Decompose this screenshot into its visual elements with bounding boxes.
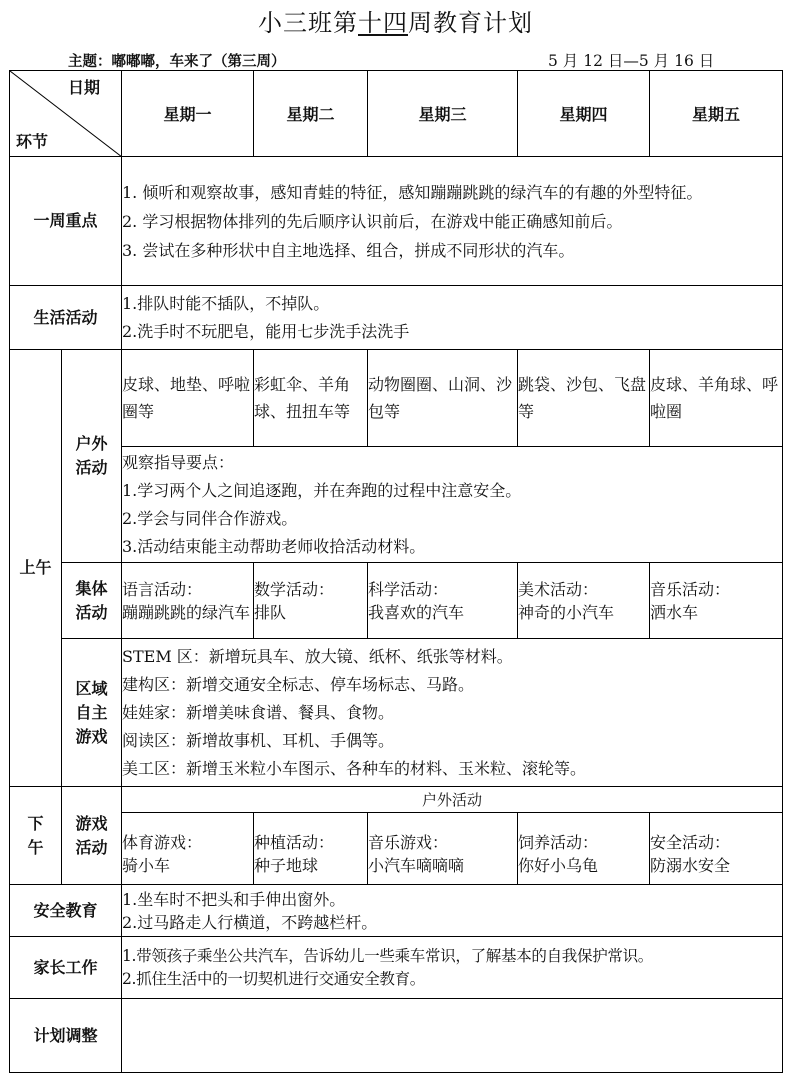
parent-work-content <box>122 937 783 999</box>
afternoon-label: 下 午 <box>10 787 62 885</box>
parent-line: 2.抓住生活中的一切契机进行交通安全教育。 <box>122 970 425 988</box>
group-activity-fri: 音乐活动： 洒水车 <box>650 563 783 639</box>
title-week-number: 十四 <box>358 9 408 37</box>
group-activity-tue: 数学活动： 排队 <box>254 563 368 639</box>
plan-adjust-label: 计划调整 <box>10 999 122 1073</box>
day-header-fri: 星期五 <box>650 71 783 157</box>
outdoor-materials-fri: 皮球、羊角球、呼啦圈 <box>650 350 783 447</box>
life-activity-line: 2.洗手时不玩肥皂，能用七步洗手法洗手 <box>122 321 410 341</box>
theme-subtitle: 主题：嘟嘟嘟，车来了（第三周） <box>68 53 286 70</box>
day-header-wed: 星期三 <box>368 71 518 157</box>
afternoon-activity-wed: 音乐游戏： 小汽车嘀嘀嘀 <box>368 813 518 885</box>
area-play-label: 区域 自主 游戏 <box>62 639 122 787</box>
outdoor-materials-wed: 动物圈圈、山洞、沙包等 <box>368 350 518 447</box>
area-line: 娃娃家：新增美味食谱、餐具、食物。 <box>122 702 395 722</box>
day-header-mon: 星期一 <box>122 71 254 157</box>
outdoor-materials-tue: 彩虹伞、羊角球、扭扭车等 <box>254 350 368 447</box>
area-line: STEM 区：新增玩具车、放大镜、纸杯、纸张等材料。 <box>122 646 513 666</box>
area-line: 阅读区：新增故事机、耳机、手偶等。 <box>122 730 395 750</box>
safety-line: 2.过马路走人行横道，不跨越栏杆。 <box>122 912 378 932</box>
outdoor-materials-thu: 跳袋、沙包、飞盘等 <box>518 350 650 447</box>
safety-education-content <box>122 885 783 937</box>
group-activity-wed: 科学活动： 我喜欢的汽车 <box>368 563 518 639</box>
weekly-focus-label: 一周重点 <box>10 157 122 286</box>
weekly-focus-line: 1. 倾听和观察故事，感知青蛙的特征，感知蹦蹦跳跳的绿汽车的有趣的外型特征。 <box>122 182 703 202</box>
area-line: 建构区：新增交通安全标志、停车场标志、马路。 <box>122 674 475 694</box>
outdoor-materials-mon: 皮球、地垫、呼啦圈等 <box>122 350 254 447</box>
weekly-focus-line: 2. 学习根据物体排列的先后顺序认识前后，在游戏中能正确感知前后。 <box>122 211 623 231</box>
day-header-thu: 星期四 <box>518 71 650 157</box>
afternoon-activity-tue: 种植活动： 种子地球 <box>254 813 368 885</box>
title-part-1: 小三班第 <box>258 9 358 37</box>
area-line: 美工区：新增玉米粒小车图示、各种车的材料、玉米粒、滚轮等。 <box>122 758 587 778</box>
life-activity-label: 生活活动 <box>10 286 122 350</box>
page-title <box>0 3 791 38</box>
parent-work-label: 家长工作 <box>10 937 122 999</box>
guidance-line: 2.学会与同伴合作游戏。 <box>122 508 298 528</box>
outdoor-activity-label: 户外 活动 <box>62 350 122 563</box>
group-activity-label: 集体 活动 <box>62 563 122 639</box>
weekly-focus-line: 3. 尝试在多种形状中自主地选择、组合，拼成不同形状的汽车。 <box>122 240 575 260</box>
title-part-2: 周教育计划 <box>408 9 533 37</box>
outdoor-guidance <box>122 447 783 563</box>
plan-adjust-content[interactable] <box>122 999 783 1073</box>
group-activity-thu: 美术活动： 神奇的小汽车 <box>518 563 650 639</box>
afternoon-activity-fri: 安全活动： 防溺水安全 <box>650 813 783 885</box>
parent-line: 1.带领孩子乘坐公共汽车，告诉幼儿一些乘车常识，了解基本的自我保护常识。 <box>122 947 653 965</box>
guidance-line: 观察指导要点： <box>122 452 235 472</box>
area-play-content <box>122 639 783 787</box>
morning-label: 上午 <box>10 350 62 787</box>
guidance-line: 1.学习两个人之间追逐跑，并在奔跑的过程中注意安全。 <box>122 480 522 500</box>
group-activity-mon: 语言活动： 蹦蹦跳跳的绿汽车 <box>122 563 254 639</box>
life-activity-line: 1.排队时能不插队，不掉队。 <box>122 293 330 313</box>
plan-table <box>9 70 783 1073</box>
day-header-tue: 星期二 <box>254 71 368 157</box>
header-section-label: 环节 <box>16 132 49 151</box>
guidance-line: 3.活动结束能主动帮助老师收拾活动材料。 <box>122 536 426 556</box>
date-range: 5 月 12 日—5 月 16 日 <box>548 52 715 70</box>
afternoon-outdoor-title: 户外活动 <box>122 787 783 813</box>
header-date-label: 日期 <box>68 78 101 97</box>
afternoon-activity-thu: 饲养活动： 你好小乌龟 <box>518 813 650 885</box>
safety-education-label: 安全教育 <box>10 885 122 937</box>
safety-line: 1.坐车时不把头和手伸出窗外。 <box>122 889 346 909</box>
header-corner-cell <box>10 71 122 157</box>
game-activity-label: 游戏 活动 <box>62 787 122 885</box>
weekly-focus-content <box>122 157 783 286</box>
life-activity-content <box>122 286 783 350</box>
afternoon-activity-mon: 体育游戏： 骑小车 <box>122 813 254 885</box>
